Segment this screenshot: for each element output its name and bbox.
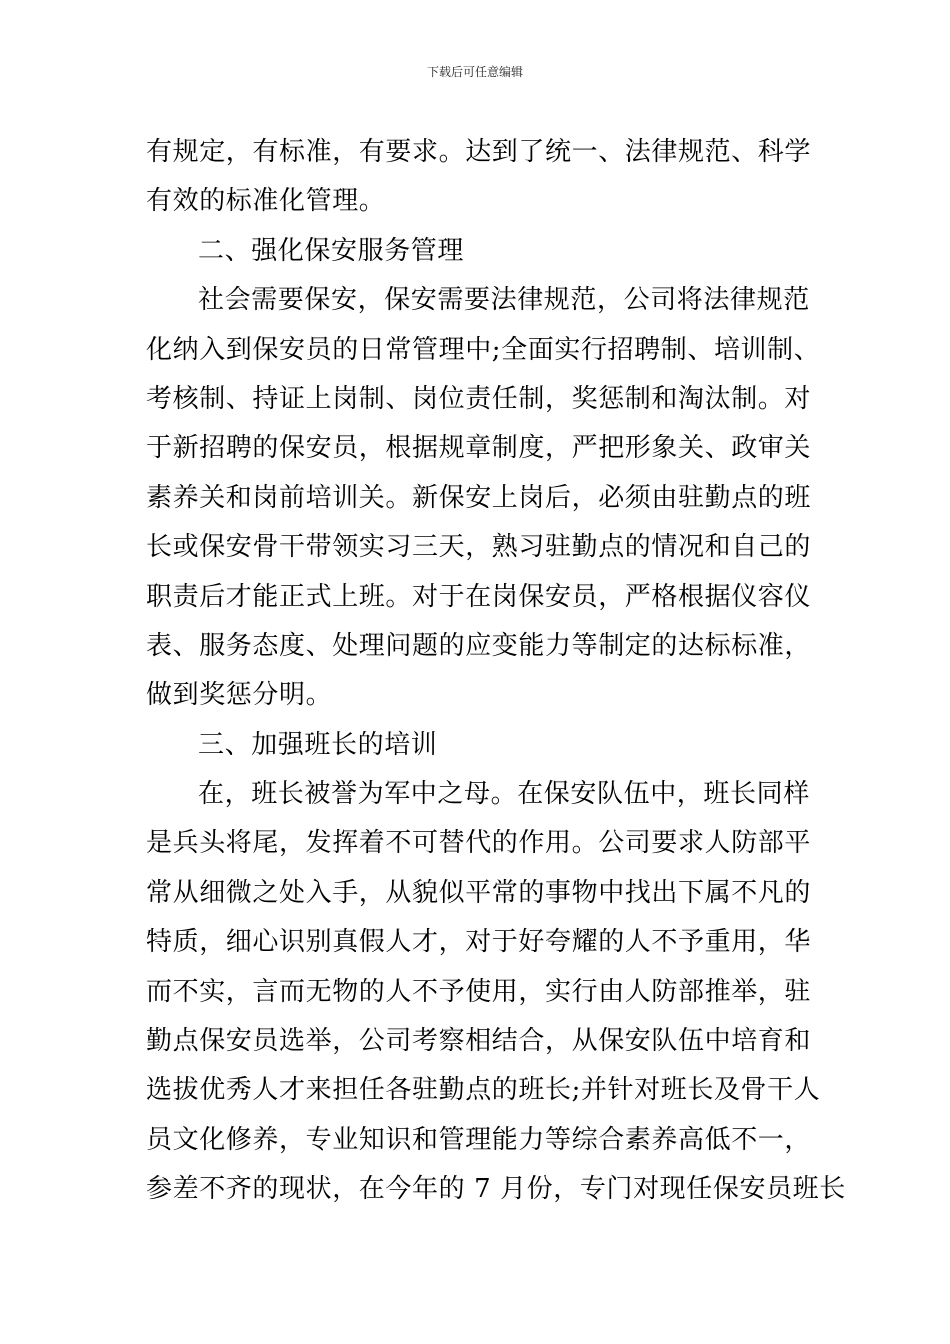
text-line: 职责后才能正式上班。对于在岗保安员，严格根据仪容仪 [146, 581, 812, 612]
text-line: 化纳入到保安员的日常管理中;全面实行招聘制、培训制、 [146, 334, 821, 365]
text-line: 参差不齐的现状，在今年的 7 月份，专门对现任保安员班长 [146, 1174, 846, 1205]
section-heading: 二、强化保安服务管理 [198, 235, 465, 266]
text-line: 选拔优秀人才来担任各驻勤点的班长;并针对班长及骨干人 [146, 1075, 821, 1106]
text-line: 有规定，有标准，有要求。达到了统一、法律规范、科学 [146, 137, 812, 167]
text-line: 常从细微之处入手，从貌似平常的事物中找出下属不凡的 [146, 877, 812, 908]
text-line: 素养关和岗前培训关。新保安上岗后，必须由驻勤点的班 [146, 482, 812, 513]
page-header: 下载后可任意编辑 [426, 65, 523, 79]
text-line: 特质，细心识别真假人才，对于好夸耀的人不予重用，华 [146, 927, 812, 958]
text-line: 在，班长被誉为军中之母。在保安队伍中，班长同样 [198, 779, 810, 810]
text-line: 社会需要保安，保安需要法律规范，公司将法律规范 [198, 285, 810, 316]
text-line: 做到奖惩分明。 [146, 680, 333, 711]
text-line: 有效的标准化管理。 [146, 186, 386, 217]
text-line: 勤点保安员选举，公司考察相结合，从保安队伍中培育和 [146, 1026, 812, 1057]
text-line: 表、服务态度、处理问题的应变能力等制定的达标标准， [146, 630, 812, 661]
text-line: 员文化修养，专业知识和管理能力等综合素养高低不一， [146, 1124, 812, 1155]
text-line: 于新招聘的保安员，根据规章制度，严把形象关、政审关 [146, 433, 812, 464]
text-line: 长或保安骨干带领实习三天，熟习驻勤点的情况和自己的 [146, 532, 812, 563]
text-line: 是兵头将尾，发挥着不可替代的作用。公司要求人防部平 [146, 828, 812, 859]
section-heading: 三、加强班长的培训 [198, 729, 438, 760]
text-line: 考核制、持证上岗制、岗位责任制，奖惩制和淘汰制。对 [146, 383, 812, 414]
text-line: 而不实，言而无物的人不予使用，实行由人防部推举，驻 [146, 976, 812, 1007]
body-text [146, 128, 846, 1215]
